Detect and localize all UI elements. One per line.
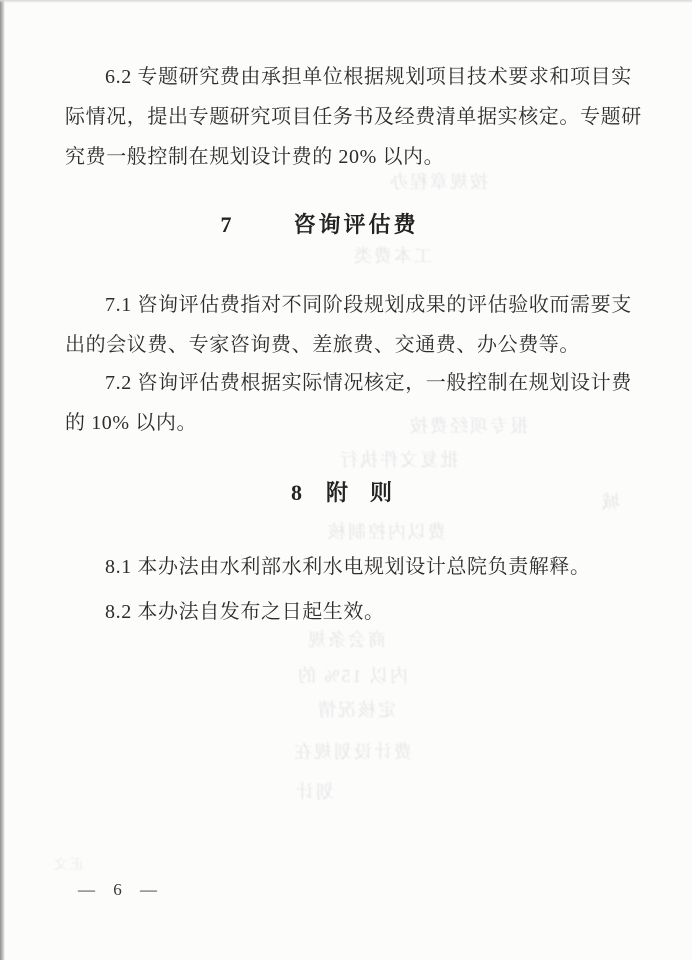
paragraph-line: 的 10% 以内。 bbox=[65, 412, 198, 434]
paragraph-line: 6.2 专题研究费由承担单位根据规划项目技术要求和项目实 bbox=[105, 66, 632, 88]
bleed-through-text: 内以 15% 的 bbox=[296, 666, 408, 686]
bleed-through-text: 定核况情 bbox=[316, 700, 396, 720]
paragraph-line: 究费一般控制在规划设计费的 20% 以内。 bbox=[65, 146, 445, 168]
page-number: — 6 — bbox=[78, 880, 164, 899]
bleed-through-text: 划计 bbox=[294, 782, 334, 802]
paragraph-8-1 bbox=[65, 547, 635, 587]
bleed-through-text: 按规章程办 bbox=[388, 172, 488, 192]
paragraph-7-1 bbox=[65, 285, 635, 365]
bleed-through-text: 城 bbox=[600, 492, 620, 512]
bleed-through-text: 批复文件执行 bbox=[338, 450, 458, 470]
section-heading-8 bbox=[59, 478, 624, 508]
bleed-through-text: 费计设划规在 bbox=[292, 742, 412, 762]
bleed-through-text: 商会条规 bbox=[306, 630, 386, 650]
paragraph-line: 际情况，提出专题研究项目任务书及经费清单据实核定。专题研 bbox=[65, 106, 642, 128]
section-title: 咨询评估费 bbox=[293, 212, 419, 237]
scan-edge-shadow bbox=[0, 0, 5, 960]
paragraph-line: 8.1 本办法由水利部水利水电规划设计总院负责解释。 bbox=[105, 556, 591, 578]
paragraph-line: 7.2 咨询评估费根据实际情况核定，一般控制在规划设计费 bbox=[105, 372, 632, 394]
section-heading-7 bbox=[37, 210, 602, 240]
paragraph-line: 7.1 咨询评估费指对不同阶段规划成果的评估验收而需要支 bbox=[105, 294, 632, 316]
paragraph-7-2 bbox=[65, 363, 635, 443]
bleed-through-text: 报专项经费按 bbox=[408, 416, 528, 436]
section-title: 附 则 bbox=[325, 480, 392, 505]
paragraph-6-2 bbox=[65, 57, 642, 177]
bleed-through-text: 工本费类 bbox=[352, 246, 432, 266]
section-number: 7 bbox=[220, 212, 232, 237]
scan-top-shade bbox=[0, 0, 692, 3]
bleed-through-text: 费以内控制核 bbox=[326, 522, 446, 542]
section-number: 8 bbox=[290, 480, 302, 505]
bleed-through-text: 正文 bbox=[52, 858, 84, 873]
paragraph-line: 8.2 本办法自发布之日起生效。 bbox=[105, 601, 385, 623]
paragraph-line: 出的会议费、专家咨询费、差旅费、交通费、办公费等。 bbox=[65, 334, 580, 356]
paragraph-8-2 bbox=[65, 592, 635, 632]
